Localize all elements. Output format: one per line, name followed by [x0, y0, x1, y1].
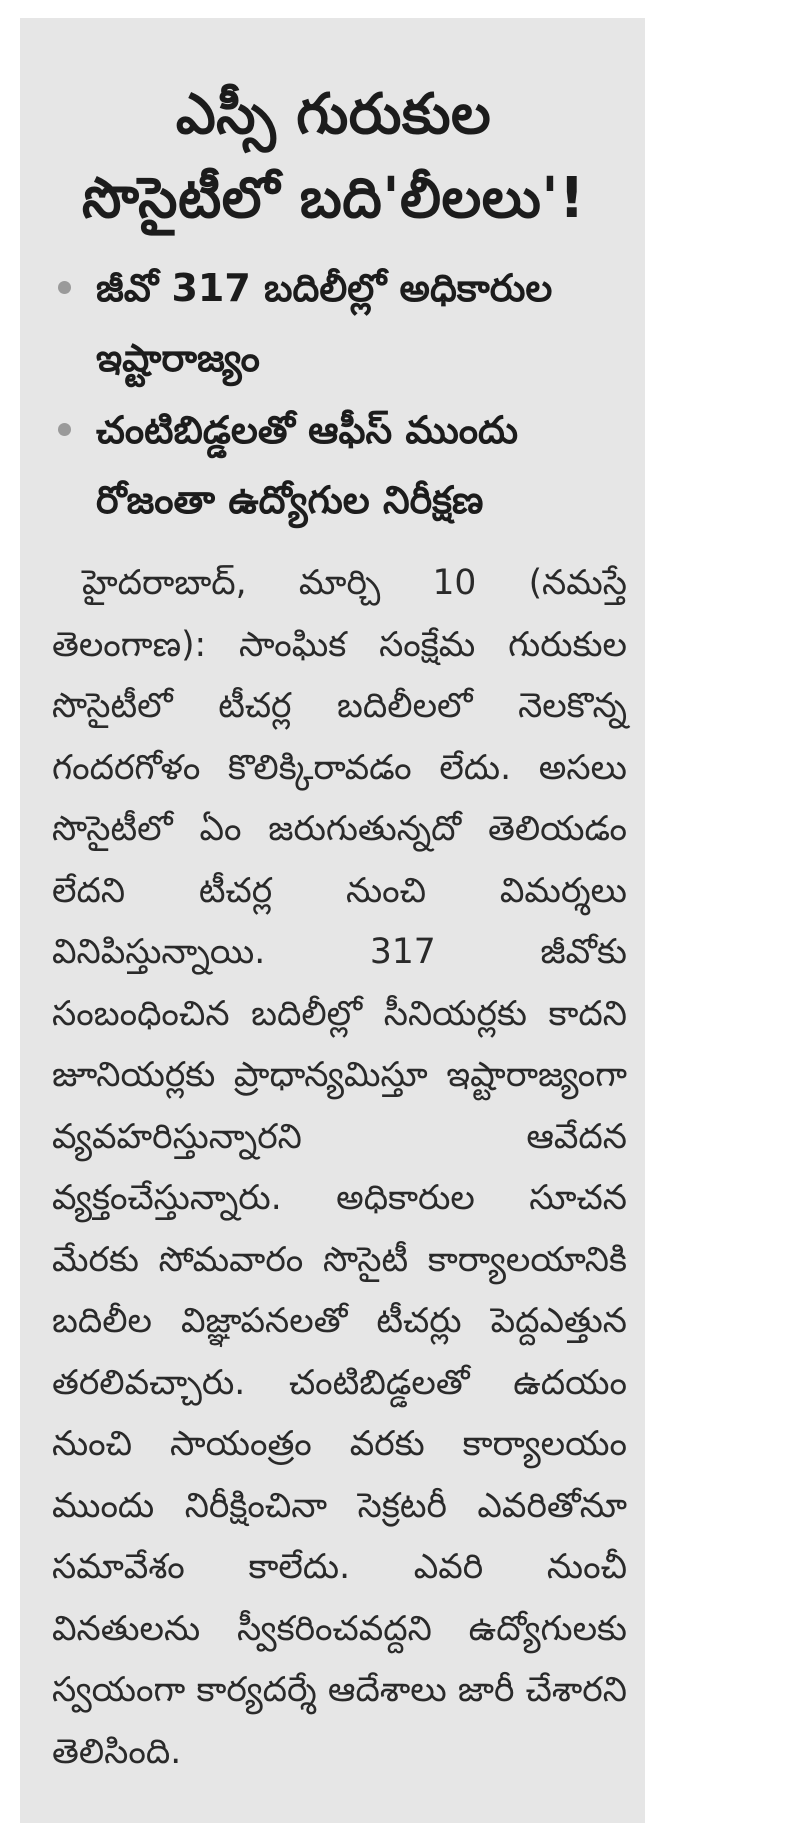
- subheadline-item: [52, 253, 627, 393]
- headline-line-2: సొసైటీలో బది'లీలలు'!: [81, 166, 586, 231]
- headline: [30, 73, 637, 241]
- bullet-dot-icon: [58, 281, 71, 294]
- subheadline-text: జీవో 317 బదిలీల్లో అధికారుల ఇష్టారాజ్యం: [96, 266, 553, 380]
- article-body: హైదరాబాద్, మార్చి 10 (నమస్తే తెలంగాణ): సాంఘిక సంక్షేమ గురుకుల సొసైటీలో టీచర్ల బదిలీలలో నెలకొన్న గందరగోళం కొలిక్కిరావడం లేదు. అసలు సొసైటీలో ఏం జరుగుతున్నదో తెలియడం లేదని టీచర్ల నుంచి విమర్శలు వినిపిస్తున్నాయి. 317 జీవోకు సంబంధించిన బదిలీల్లో సీనియర్లకు కాదని జూనియర్లకు ప్రాధాన్యమిస్తూ ఇష్టారాజ్యంగా వ్యవహరిస్తున్నారని ఆవేదన వ్యక్తంచేస్తున్నారు. అధికారుల సూచన మేరకు సోమవారం సొసైటీ కార్యాలయానికి బదిలీల విజ్ఞాపనలతో టీచర్లు పెద్దఎత్తున తరలివచ్చారు. చంటిబిడ్డలతో ఉదయం నుంచి సాయంత్రం వరకు కార్యాలయం ముందు నిరీక్షించినా సెక్రటరీ ఎవరితోనూ సమావేశం కాలేదు. ఎవరి నుంచీ వినతులను స్వీకరించవద్దని ఉద్యోగులకు స్వయంగా కార్యదర్శే ఆదేశాలు జారీ చేశారని తెలిసింది.: [52, 563, 627, 1772]
- bullet-dot-icon: [58, 423, 71, 436]
- subheadline-list: [52, 253, 627, 535]
- headline-line-1: ఎస్సీ గురుకుల: [175, 82, 492, 147]
- subheadline-item: [52, 395, 627, 535]
- news-clipping: [20, 18, 645, 1823]
- subheadline-text: చంటిబిడ్డలతో ఆఫీస్ ముందు రోజంతా ఉద్యోగుల నిరీక్షణ: [96, 408, 519, 522]
